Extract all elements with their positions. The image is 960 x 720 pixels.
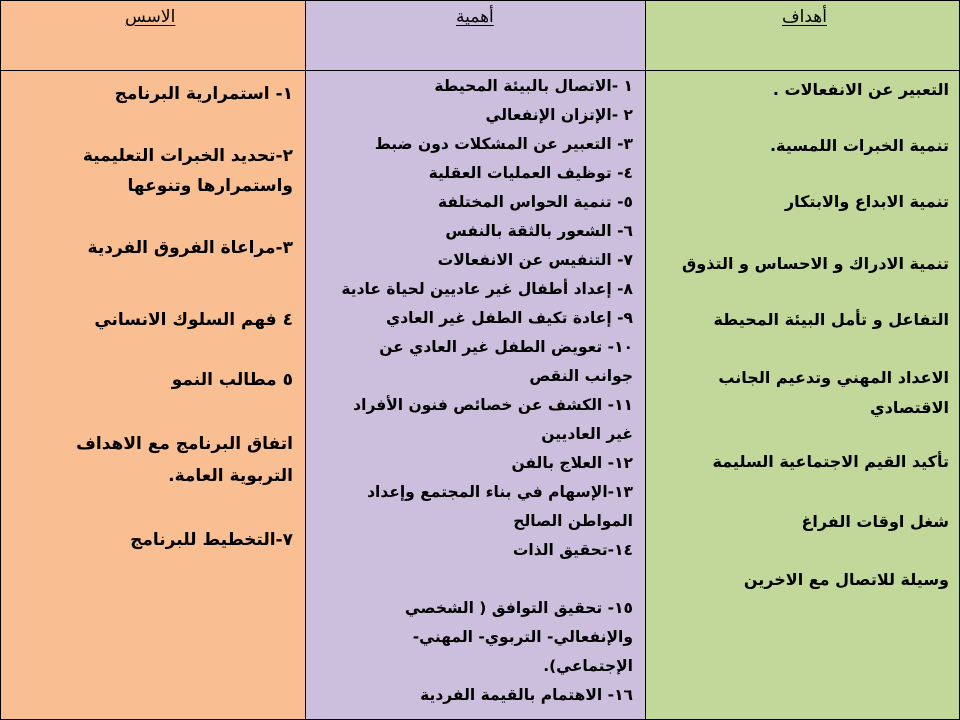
importance-item: ١٥- تحقيق التوافق ( الشخصي bbox=[404, 599, 633, 617]
objective-item: التفاعل و تأمل البيئة المحيطة bbox=[713, 310, 949, 329]
importance-item: ١٦- الاهتمام بالقيمة الفردية bbox=[420, 686, 633, 704]
foundation-item: ٤ فهم السلوك الانساني bbox=[94, 310, 293, 330]
importance-item: ٢ -الإتزان الإنفعالي bbox=[485, 106, 633, 124]
header-foundations: الاسس bbox=[125, 7, 176, 27]
importance-item: ٣- التعبير عن المشكلات دون ضبط bbox=[374, 135, 633, 153]
importance-item: ٦- الشعور بالثقة بالنفس bbox=[445, 222, 633, 240]
foundation-item: التربوية العامة. bbox=[168, 466, 293, 486]
objective-item: وسيلة للاتصال مع الاخرين bbox=[743, 570, 949, 589]
importance-item: المواطن الصالح bbox=[513, 512, 633, 530]
importance-item: ١١- الكشف عن خصائص فنون الأفراد bbox=[353, 396, 633, 414]
column-foundations bbox=[0, 0, 306, 720]
foundation-item: ٥ مطالب النمو bbox=[171, 370, 293, 390]
objective-item: تنمية الخبرات اللمسية. bbox=[769, 136, 949, 155]
objective-item: التعبير عن الانفعالات . bbox=[772, 80, 949, 99]
objective-item: الاعداد المهني وتدعيم الجانب bbox=[718, 368, 949, 387]
objective-item: تنمية الادراك و الاحساس و التذوق bbox=[681, 254, 949, 273]
importance-item: ١٢- العلاج بالفن bbox=[511, 454, 633, 472]
importance-item: الإجتماعي). bbox=[543, 657, 633, 675]
importance-item: ٩- إعادة تكيف الطفل غير العادي bbox=[386, 309, 633, 327]
column-importance bbox=[306, 0, 646, 720]
importance-item: غير العاديين bbox=[541, 425, 633, 443]
importance-item: ٧- التنفيس عن الانفعالات bbox=[437, 251, 633, 269]
objective-item: شغل اوقات الفراغ bbox=[801, 512, 949, 531]
foundation-item: اتفاق البرنامج مع الاهداف bbox=[76, 434, 293, 454]
header-divider bbox=[0, 70, 960, 71]
objective-item: الاقتصادي bbox=[869, 398, 949, 417]
header-objectives: أهداف bbox=[782, 7, 827, 27]
foundation-item: ٣-مراعاة الفروق الفردية bbox=[87, 238, 293, 258]
importance-item: ١٤-تحقيق الذات bbox=[512, 541, 633, 559]
importance-item: ١ -الاتصال بالبيئة المحيطة bbox=[434, 77, 633, 95]
importance-item: ٨- إعداد أطفال غير عاديين لحياة عادية bbox=[341, 280, 633, 298]
importance-item: ٤- توظيف العمليات العقلية bbox=[428, 164, 633, 182]
importance-item: ١٠- تعويض الطفل غير العادي عن bbox=[379, 338, 633, 356]
importance-item: والإنفعالي- التربوي- المهني- bbox=[412, 628, 633, 646]
foundation-item: ٧-التخطيط للبرنامج bbox=[130, 530, 293, 550]
header-importance: أهمية bbox=[456, 7, 494, 27]
objective-item: تنمية الابداع والابتكار bbox=[784, 192, 949, 211]
table-top-border bbox=[0, 0, 960, 1]
importance-item: ١٣-الإسهام في بناء المجتمع وإعداد bbox=[367, 483, 633, 501]
objective-item: تأكيد القيم الاجتماعية السليمة bbox=[712, 452, 949, 471]
foundation-item: واستمرارها وتنوعها bbox=[127, 176, 293, 196]
importance-item: جوانب النقص bbox=[529, 367, 633, 385]
column-objectives bbox=[646, 0, 960, 720]
importance-item: ٥- تنمية الحواس المختلفة bbox=[438, 193, 633, 211]
foundation-item: ٢-تحديد الخبرات التعليمية bbox=[82, 146, 293, 166]
foundation-item: ١- استمرارية البرنامج bbox=[114, 84, 293, 104]
